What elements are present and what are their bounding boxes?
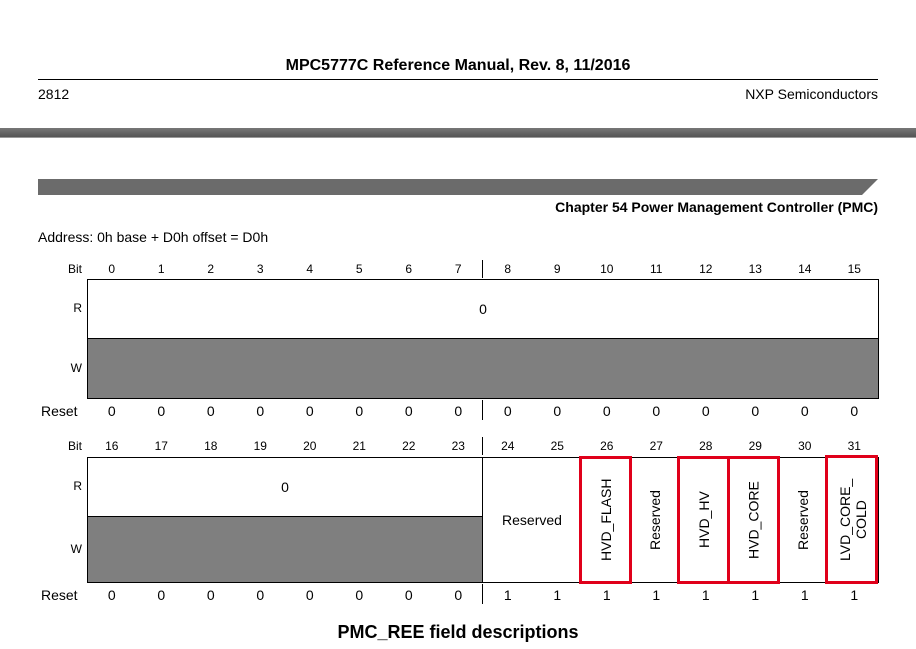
reset-label: Reset (41, 403, 78, 419)
bit-number: 31 (847, 439, 861, 453)
reset-value: 0 (107, 587, 116, 603)
reset-label: Reset (41, 587, 78, 603)
bit-number: 12 (699, 262, 713, 276)
bit-number: 15 (847, 262, 861, 276)
read-label: R (73, 479, 82, 493)
reset-value: 0 (206, 587, 215, 603)
reserved-field-bits-24-25 (482, 457, 582, 583)
read-label: R (73, 301, 82, 315)
reset-value: 0 (404, 403, 413, 419)
reset-value: 0 (850, 403, 859, 419)
reset-value: 1 (701, 587, 710, 603)
bit-number: 29 (748, 439, 762, 453)
bit-number: 8 (504, 262, 512, 276)
bit-number: 9 (553, 262, 561, 276)
bit-separator-tick (482, 437, 483, 455)
bit-number: 26 (600, 439, 614, 453)
table-caption: PMC_REE field descriptions (337, 622, 579, 642)
reset-value: 0 (157, 587, 166, 603)
bit-number: 6 (405, 262, 413, 276)
bit-number: 11 (650, 262, 663, 276)
reset-value: 0 (305, 403, 314, 419)
reset-separator-tick (482, 584, 483, 604)
read-value: 0 (281, 479, 289, 495)
page-number: 2812 (38, 86, 70, 102)
reset-value: 1 (751, 587, 760, 603)
bit-number: 24 (501, 439, 515, 453)
bit-number: 7 (454, 262, 462, 276)
reset-value: 1 (553, 587, 562, 603)
highlight-hvd-hv (677, 456, 730, 584)
bit-number: 25 (550, 439, 564, 453)
bit-number: 20 (303, 439, 317, 453)
bit-number: 4 (306, 262, 314, 276)
bit-number: 30 (798, 439, 812, 453)
write-label: W (70, 542, 82, 556)
chapter-bar (38, 179, 878, 195)
reset-value: 0 (256, 403, 265, 419)
reset-value: 0 (602, 403, 611, 419)
reset-value: 0 (404, 587, 413, 603)
reset-value: 0 (652, 403, 661, 419)
reset-value: 0 (800, 403, 809, 419)
bit-label: Bit (67, 439, 82, 453)
register-address: Address: 0h base + D0h offset = D0h (38, 229, 269, 245)
highlight-hvd-flash (579, 456, 632, 584)
bit-number: 18 (204, 439, 218, 453)
bit-number: 2 (207, 262, 215, 276)
reset-value: 0 (751, 403, 760, 419)
field-hvd-hv: HVD_HV (679, 457, 729, 583)
reset-value: 1 (800, 587, 809, 603)
reset-value: 0 (553, 403, 562, 419)
bit-number: 27 (649, 439, 663, 453)
write-label: W (70, 361, 82, 375)
reset-value: 0 (157, 403, 166, 419)
field-reserved-27: Reserved (630, 457, 680, 583)
bit-number: 17 (154, 439, 168, 453)
reset-value: 0 (206, 403, 215, 419)
field-lvd-core-cold: LVD_CORE_ COLD (827, 457, 879, 583)
bit-number: 19 (253, 439, 267, 453)
bit-number: 23 (451, 439, 465, 453)
bit-number: 0 (108, 262, 116, 276)
document-title: MPC5777C Reference Manual, Rev. 8, 11/2016 (285, 57, 631, 74)
reset-value: 0 (256, 587, 265, 603)
bit-label: Bit (67, 262, 82, 276)
reset-separator-tick (482, 400, 483, 420)
reset-value: 1 (503, 587, 512, 603)
bit-number: 3 (256, 262, 264, 276)
read-value: 0 (479, 301, 487, 317)
reset-value: 0 (701, 403, 710, 419)
bit-number: 22 (402, 439, 416, 453)
field-hvd-core: HVD_CORE (728, 457, 779, 583)
bit-number: 28 (699, 439, 713, 453)
bit-number: 14 (798, 262, 812, 276)
bit-separator-tick (482, 260, 483, 278)
bit-number: 5 (355, 262, 363, 276)
reset-value: 0 (355, 403, 364, 419)
bit-number: 16 (105, 439, 119, 453)
page-break-band (0, 128, 916, 138)
publisher-name: NXP Semiconductors (745, 86, 878, 102)
highlight-lvd-core-cold (825, 455, 878, 584)
write-field-bits-0-15 (87, 338, 879, 399)
reset-value: 0 (503, 403, 512, 419)
reserved-label: Reserved (502, 512, 562, 528)
bit-number: 10 (600, 262, 614, 276)
reset-value: 1 (850, 587, 859, 603)
reset-value: 0 (355, 587, 364, 603)
reset-value: 1 (602, 587, 611, 603)
bit-number: 13 (748, 262, 762, 276)
reset-value: 1 (652, 587, 661, 603)
highlight-hvd-core (727, 456, 780, 584)
field-reserved-30: Reserved (778, 457, 828, 583)
reset-value: 0 (305, 587, 314, 603)
chapter-heading: Chapter 54 Power Management Controller (PMC) (555, 199, 878, 215)
reset-value: 0 (107, 403, 116, 419)
bit-number: 21 (352, 439, 366, 453)
read-field-bits-0-15 (87, 279, 879, 339)
field-hvd-flash: HVD_FLASH (581, 457, 631, 583)
bit-number: 1 (157, 262, 165, 276)
read-field-bits-16-23 (87, 457, 483, 517)
reset-value: 0 (454, 403, 463, 419)
header-rule (38, 79, 878, 80)
write-field-bits-16-23 (87, 516, 483, 583)
reset-value: 0 (454, 587, 463, 603)
